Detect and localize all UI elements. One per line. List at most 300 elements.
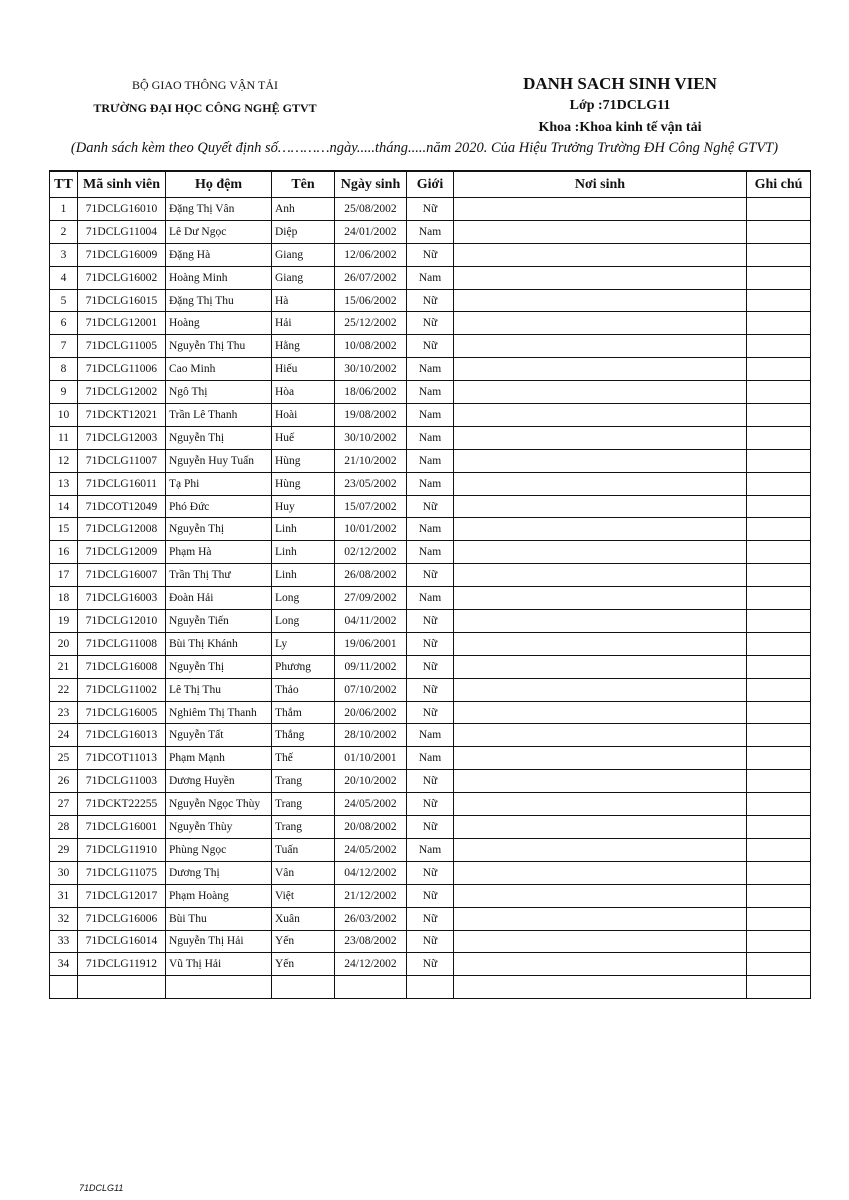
cell-birthplace xyxy=(454,632,747,655)
cell-date-of-birth: 23/08/2002 xyxy=(335,930,407,953)
cell-student-id: 71DCLG11008 xyxy=(78,632,166,655)
cell-middle-name: Phó Đức xyxy=(166,495,272,518)
cell-row-number: 15 xyxy=(50,518,78,541)
cell-gender: Nam xyxy=(407,266,454,289)
cell-date-of-birth-empty xyxy=(335,976,407,999)
cell-first-name: Giang xyxy=(272,266,335,289)
cell-date-of-birth: 24/01/2002 xyxy=(335,220,407,243)
cell-birthplace xyxy=(454,587,747,610)
cell-middle-name: Bùi Thu xyxy=(166,907,272,930)
cell-middle-name: Cao Minh xyxy=(166,358,272,381)
table-row xyxy=(50,426,811,449)
cell-note xyxy=(747,518,811,541)
cell-date-of-birth: 15/07/2002 xyxy=(335,495,407,518)
cell-gender: Nam xyxy=(407,518,454,541)
column-header-dob: Ngày sinh xyxy=(335,171,407,198)
cell-student-id: 71DCKT22255 xyxy=(78,793,166,816)
cell-middle-name: Hoàng xyxy=(166,312,272,335)
cell-date-of-birth: 10/01/2002 xyxy=(335,518,407,541)
table-row xyxy=(50,358,811,381)
cell-student-id: 71DCLG16009 xyxy=(78,243,166,266)
cell-student-id: 71DCLG12017 xyxy=(78,884,166,907)
cell-gender: Nữ xyxy=(407,312,454,335)
cell-date-of-birth: 27/09/2002 xyxy=(335,587,407,610)
cell-date-of-birth: 04/12/2002 xyxy=(335,861,407,884)
cell-first-name: Linh xyxy=(272,564,335,587)
cell-note xyxy=(747,564,811,587)
table-row xyxy=(50,632,811,655)
table-row xyxy=(50,449,811,472)
cell-note xyxy=(747,610,811,633)
cell-date-of-birth: 25/12/2002 xyxy=(335,312,407,335)
cell-row-number: 26 xyxy=(50,770,78,793)
cell-birthplace xyxy=(454,220,747,243)
cell-gender: Nữ xyxy=(407,953,454,976)
column-header-note: Ghi chú xyxy=(747,171,811,198)
table-row xyxy=(50,747,811,770)
cell-note xyxy=(747,816,811,839)
cell-gender: Nam xyxy=(407,838,454,861)
table-row xyxy=(50,907,811,930)
cell-first-name: Anh xyxy=(272,198,335,221)
cell-gender: Nữ xyxy=(407,335,454,358)
cell-middle-name: Nguyễn Huy Tuấn xyxy=(166,449,272,472)
cell-student-id: 71DCLG11006 xyxy=(78,358,166,381)
cell-date-of-birth: 26/07/2002 xyxy=(335,266,407,289)
cell-date-of-birth: 15/06/2002 xyxy=(335,289,407,312)
table-row xyxy=(50,861,811,884)
table-row xyxy=(50,404,811,427)
cell-middle-name: Nguyễn Thị Thu xyxy=(166,335,272,358)
cell-note xyxy=(747,541,811,564)
cell-birthplace xyxy=(454,198,747,221)
cell-row-number: 28 xyxy=(50,816,78,839)
table-row xyxy=(50,884,811,907)
cell-birthplace xyxy=(454,655,747,678)
cell-row-number: 13 xyxy=(50,472,78,495)
cell-first-name: Huy xyxy=(272,495,335,518)
cell-gender: Nam xyxy=(407,747,454,770)
cell-date-of-birth: 26/03/2002 xyxy=(335,907,407,930)
cell-note xyxy=(747,953,811,976)
column-header-student-id: Mã sinh viên xyxy=(78,171,166,198)
column-header-tt: TT xyxy=(50,171,78,198)
cell-student-id: 71DCLG12003 xyxy=(78,426,166,449)
cell-note xyxy=(747,747,811,770)
cell-date-of-birth: 07/10/2002 xyxy=(335,678,407,701)
cell-gender: Nữ xyxy=(407,495,454,518)
cell-first-name: Long xyxy=(272,610,335,633)
cell-date-of-birth: 01/10/2001 xyxy=(335,747,407,770)
cell-note xyxy=(747,632,811,655)
cell-date-of-birth: 28/10/2002 xyxy=(335,724,407,747)
cell-note xyxy=(747,770,811,793)
cell-date-of-birth: 09/11/2002 xyxy=(335,655,407,678)
cell-first-name: Tuấn xyxy=(272,838,335,861)
cell-date-of-birth: 18/06/2002 xyxy=(335,381,407,404)
cell-student-id: 71DCLG12001 xyxy=(78,312,166,335)
cell-note xyxy=(747,449,811,472)
cell-birthplace xyxy=(454,381,747,404)
table-row xyxy=(50,472,811,495)
cell-gender: Nữ xyxy=(407,816,454,839)
ministry-name: BỘ GIAO THÔNG VẬN TẢI xyxy=(132,78,278,92)
cell-date-of-birth: 24/05/2002 xyxy=(335,838,407,861)
cell-date-of-birth: 04/11/2002 xyxy=(335,610,407,633)
cell-middle-name: Đặng Thị Vân xyxy=(166,198,272,221)
cell-row-number: 19 xyxy=(50,610,78,633)
page-footer-label: 71DCLG11 xyxy=(79,1183,124,1193)
cell-date-of-birth: 26/08/2002 xyxy=(335,564,407,587)
cell-student-id: 71DCLG16010 xyxy=(78,198,166,221)
cell-student-id: 71DCLG11075 xyxy=(78,861,166,884)
cell-note xyxy=(747,587,811,610)
cell-middle-name: Nguyễn Tất xyxy=(166,724,272,747)
cell-birthplace xyxy=(454,426,747,449)
cell-date-of-birth: 21/10/2002 xyxy=(335,449,407,472)
cell-middle-name: Tạ Phi xyxy=(166,472,272,495)
cell-row-number: 3 xyxy=(50,243,78,266)
cell-birthplace xyxy=(454,541,747,564)
cell-gender: Nữ xyxy=(407,930,454,953)
table-row xyxy=(50,655,811,678)
cell-middle-name: Phạm Hoàng xyxy=(166,884,272,907)
cell-gender: Nam xyxy=(407,404,454,427)
cell-note-empty xyxy=(747,976,811,999)
cell-first-name: Giang xyxy=(272,243,335,266)
cell-middle-name: Nguyễn Thùy xyxy=(166,816,272,839)
cell-gender: Nam xyxy=(407,220,454,243)
cell-birthplace xyxy=(454,816,747,839)
cell-birthplace xyxy=(454,838,747,861)
cell-middle-name: Nguyễn Ngọc Thùy xyxy=(166,793,272,816)
cell-row-number: 12 xyxy=(50,449,78,472)
cell-first-name: Yến xyxy=(272,930,335,953)
cell-middle-name: Bùi Thị Khánh xyxy=(166,632,272,655)
student-table xyxy=(49,170,811,999)
cell-note xyxy=(747,335,811,358)
cell-student-id: 71DCOT11013 xyxy=(78,747,166,770)
cell-birthplace xyxy=(454,930,747,953)
cell-note xyxy=(747,724,811,747)
cell-date-of-birth: 02/12/2002 xyxy=(335,541,407,564)
cell-date-of-birth: 20/06/2002 xyxy=(335,701,407,724)
cell-first-name: Diệp xyxy=(272,220,335,243)
table-row xyxy=(50,541,811,564)
cell-first-name: Hoài xyxy=(272,404,335,427)
cell-note xyxy=(747,495,811,518)
table-row xyxy=(50,266,811,289)
cell-student-id: 71DCLG16007 xyxy=(78,564,166,587)
table-row xyxy=(50,289,811,312)
cell-birthplace xyxy=(454,907,747,930)
table-row xyxy=(50,770,811,793)
cell-birthplace xyxy=(454,861,747,884)
cell-birthplace xyxy=(454,289,747,312)
cell-row-number: 34 xyxy=(50,953,78,976)
cell-date-of-birth: 12/06/2002 xyxy=(335,243,407,266)
cell-first-name: Ly xyxy=(272,632,335,655)
cell-middle-name: Vũ Thị Hải xyxy=(166,953,272,976)
cell-note xyxy=(747,358,811,381)
cell-birthplace xyxy=(454,335,747,358)
cell-middle-name: Lê Thị Thu xyxy=(166,678,272,701)
cell-middle-name: Đặng Hà xyxy=(166,243,272,266)
cell-row-number: 18 xyxy=(50,587,78,610)
cell-first-name: Hải xyxy=(272,312,335,335)
table-row xyxy=(50,220,811,243)
cell-gender-empty xyxy=(407,976,454,999)
cell-gender: Nữ xyxy=(407,861,454,884)
table-body xyxy=(50,198,811,999)
cell-date-of-birth: 19/08/2002 xyxy=(335,404,407,427)
cell-gender: Nữ xyxy=(407,289,454,312)
cell-gender: Nam xyxy=(407,541,454,564)
cell-gender: Nữ xyxy=(407,701,454,724)
cell-gender: Nữ xyxy=(407,610,454,633)
cell-birthplace xyxy=(454,610,747,633)
cell-row-number: 8 xyxy=(50,358,78,381)
cell-birthplace xyxy=(454,678,747,701)
table-header-row xyxy=(50,171,811,198)
cell-gender: Nam xyxy=(407,381,454,404)
cell-birthplace xyxy=(454,747,747,770)
cell-birthplace xyxy=(454,266,747,289)
cell-middle-name: Nguyễn Tiến xyxy=(166,610,272,633)
cell-middle-name: Nguyễn Thị Hải xyxy=(166,930,272,953)
cell-first-name: Yến xyxy=(272,953,335,976)
cell-birthplace xyxy=(454,770,747,793)
cell-student-id: 71DCLG16001 xyxy=(78,816,166,839)
cell-note xyxy=(747,220,811,243)
cell-date-of-birth: 24/12/2002 xyxy=(335,953,407,976)
cell-middle-name: Trần Thị Thư xyxy=(166,564,272,587)
cell-first-name: Trang xyxy=(272,793,335,816)
cell-row-number: 4 xyxy=(50,266,78,289)
cell-row-number: 25 xyxy=(50,747,78,770)
cell-middle-name: Đoàn Hải xyxy=(166,587,272,610)
cell-row-number: 31 xyxy=(50,884,78,907)
cell-gender: Nam xyxy=(407,426,454,449)
cell-row-number: 11 xyxy=(50,426,78,449)
cell-first-name: Trang xyxy=(272,770,335,793)
cell-first-name: Linh xyxy=(272,541,335,564)
table-row xyxy=(50,610,811,633)
cell-gender: Nữ xyxy=(407,770,454,793)
cell-row-number: 9 xyxy=(50,381,78,404)
table-row xyxy=(50,838,811,861)
cell-middle-name: Trần Lê Thanh xyxy=(166,404,272,427)
cell-gender: Nữ xyxy=(407,564,454,587)
cell-student-id: 71DCLG16006 xyxy=(78,907,166,930)
cell-row-number: 22 xyxy=(50,678,78,701)
cell-student-id: 71DCLG11002 xyxy=(78,678,166,701)
table-row xyxy=(50,198,811,221)
cell-first-name: Hằng xyxy=(272,335,335,358)
cell-student-id: 71DCLG11003 xyxy=(78,770,166,793)
cell-gender: Nam xyxy=(407,472,454,495)
cell-note xyxy=(747,472,811,495)
cell-middle-name: Nguyễn Thị xyxy=(166,426,272,449)
cell-row-number: 5 xyxy=(50,289,78,312)
table-row xyxy=(50,381,811,404)
cell-first-name: Thảo xyxy=(272,678,335,701)
cell-row-number: 7 xyxy=(50,335,78,358)
cell-note xyxy=(747,289,811,312)
cell-note xyxy=(747,312,811,335)
cell-student-id: 71DCLG16015 xyxy=(78,289,166,312)
cell-note xyxy=(747,243,811,266)
cell-date-of-birth: 20/08/2002 xyxy=(335,816,407,839)
cell-middle-name: Lê Dư Ngọc xyxy=(166,220,272,243)
decision-note: (Danh sách kèm theo Quyết định số…………ngày.....tháng.....năm 2020. Của Hiệu Trưởng Trường ĐH Công Nghệ GTVT) xyxy=(70,140,779,156)
table-row xyxy=(50,724,811,747)
cell-student-id: 71DCLG11007 xyxy=(78,449,166,472)
cell-date-of-birth: 21/12/2002 xyxy=(335,884,407,907)
cell-student-id: 71DCLG16003 xyxy=(78,587,166,610)
cell-date-of-birth: 10/08/2002 xyxy=(335,335,407,358)
cell-row-number: 2 xyxy=(50,220,78,243)
cell-gender: Nữ xyxy=(407,793,454,816)
table-row xyxy=(50,587,811,610)
cell-student-id: 71DCLG11005 xyxy=(78,335,166,358)
cell-student-id: 71DCOT12049 xyxy=(78,495,166,518)
cell-student-id: 71DCLG12010 xyxy=(78,610,166,633)
cell-note xyxy=(747,861,811,884)
cell-gender: Nữ xyxy=(407,655,454,678)
cell-row-number: 29 xyxy=(50,838,78,861)
cell-first-name: Hùng xyxy=(272,472,335,495)
cell-row-number: 6 xyxy=(50,312,78,335)
table-row xyxy=(50,335,811,358)
cell-middle-name: Hoàng Minh xyxy=(166,266,272,289)
cell-birthplace xyxy=(454,472,747,495)
cell-birthplace xyxy=(454,312,747,335)
cell-note xyxy=(747,701,811,724)
cell-student-id: 71DCLG12002 xyxy=(78,381,166,404)
table-row xyxy=(50,793,811,816)
cell-row-number-empty xyxy=(50,976,78,999)
table-row xyxy=(50,701,811,724)
cell-student-id: 71DCKT12021 xyxy=(78,404,166,427)
cell-student-id: 71DCLG16014 xyxy=(78,930,166,953)
table-row xyxy=(50,678,811,701)
cell-first-name: Long xyxy=(272,587,335,610)
cell-student-id: 71DCLG16005 xyxy=(78,701,166,724)
cell-row-number: 24 xyxy=(50,724,78,747)
cell-birthplace xyxy=(454,495,747,518)
cell-note xyxy=(747,678,811,701)
cell-first-name: Phương xyxy=(272,655,335,678)
table-row xyxy=(50,518,811,541)
cell-gender: Nam xyxy=(407,358,454,381)
cell-first-name: Thắng xyxy=(272,724,335,747)
cell-row-number: 1 xyxy=(50,198,78,221)
cell-row-number: 16 xyxy=(50,541,78,564)
cell-date-of-birth: 30/10/2002 xyxy=(335,426,407,449)
cell-date-of-birth: 19/06/2001 xyxy=(335,632,407,655)
cell-middle-name: Nguyễn Thị xyxy=(166,655,272,678)
cell-birthplace xyxy=(454,724,747,747)
cell-middle-name: Nghiêm Thị Thanh xyxy=(166,701,272,724)
cell-row-number: 30 xyxy=(50,861,78,884)
cell-middle-name: Dương Huyền xyxy=(166,770,272,793)
cell-first-name: Hùng xyxy=(272,449,335,472)
cell-birthplace-empty xyxy=(454,976,747,999)
cell-middle-name-empty xyxy=(166,976,272,999)
table-row xyxy=(50,243,811,266)
column-header-middle-name: Họ đệm xyxy=(166,171,272,198)
cell-middle-name: Dương Thị xyxy=(166,861,272,884)
cell-birthplace xyxy=(454,449,747,472)
cell-row-number: 20 xyxy=(50,632,78,655)
cell-birthplace xyxy=(454,884,747,907)
cell-birthplace xyxy=(454,518,747,541)
cell-birthplace xyxy=(454,953,747,976)
cell-gender: Nữ xyxy=(407,632,454,655)
cell-gender: Nam xyxy=(407,724,454,747)
cell-middle-name: Nguyễn Thị xyxy=(166,518,272,541)
cell-student-id: 71DCLG12008 xyxy=(78,518,166,541)
cell-birthplace xyxy=(454,564,747,587)
cell-first-name: Huế xyxy=(272,426,335,449)
cell-note xyxy=(747,907,811,930)
cell-note xyxy=(747,793,811,816)
cell-row-number: 23 xyxy=(50,701,78,724)
cell-date-of-birth: 20/10/2002 xyxy=(335,770,407,793)
cell-note xyxy=(747,198,811,221)
cell-first-name: Linh xyxy=(272,518,335,541)
cell-note xyxy=(747,884,811,907)
cell-birthplace xyxy=(454,243,747,266)
table-row xyxy=(50,930,811,953)
cell-note xyxy=(747,266,811,289)
cell-gender: Nữ xyxy=(407,907,454,930)
cell-first-name: Thế xyxy=(272,747,335,770)
cell-student-id: 71DCLG12009 xyxy=(78,541,166,564)
cell-note xyxy=(747,426,811,449)
cell-date-of-birth: 30/10/2002 xyxy=(335,358,407,381)
cell-gender: Nữ xyxy=(407,678,454,701)
cell-middle-name: Phạm Hà xyxy=(166,541,272,564)
school-name: TRƯỜNG ĐẠI HỌC CÔNG NGHỆ GTVT xyxy=(93,101,317,115)
column-header-first-name: Tên xyxy=(272,171,335,198)
cell-first-name: Hiếu xyxy=(272,358,335,381)
cell-row-number: 10 xyxy=(50,404,78,427)
column-header-gender: Giới xyxy=(407,171,454,198)
cell-birthplace xyxy=(454,404,747,427)
cell-birthplace xyxy=(454,701,747,724)
cell-birthplace xyxy=(454,793,747,816)
cell-note xyxy=(747,404,811,427)
cell-first-name: Thắm xyxy=(272,701,335,724)
cell-student-id: 71DCLG16013 xyxy=(78,724,166,747)
cell-student-id: 71DCLG16011 xyxy=(78,472,166,495)
table-row xyxy=(50,495,811,518)
cell-gender: Nữ xyxy=(407,198,454,221)
table-row xyxy=(50,564,811,587)
cell-row-number: 17 xyxy=(50,564,78,587)
cell-first-name: Hòa xyxy=(272,381,335,404)
cell-first-name: Trang xyxy=(272,816,335,839)
cell-row-number: 32 xyxy=(50,907,78,930)
cell-middle-name: Ngô Thị xyxy=(166,381,272,404)
cell-student-id: 71DCLG11912 xyxy=(78,953,166,976)
cell-row-number: 21 xyxy=(50,655,78,678)
cell-first-name: Xuân xyxy=(272,907,335,930)
cell-student-id: 71DCLG11910 xyxy=(78,838,166,861)
class-line: Lớp :71DCLG11 xyxy=(569,98,671,113)
